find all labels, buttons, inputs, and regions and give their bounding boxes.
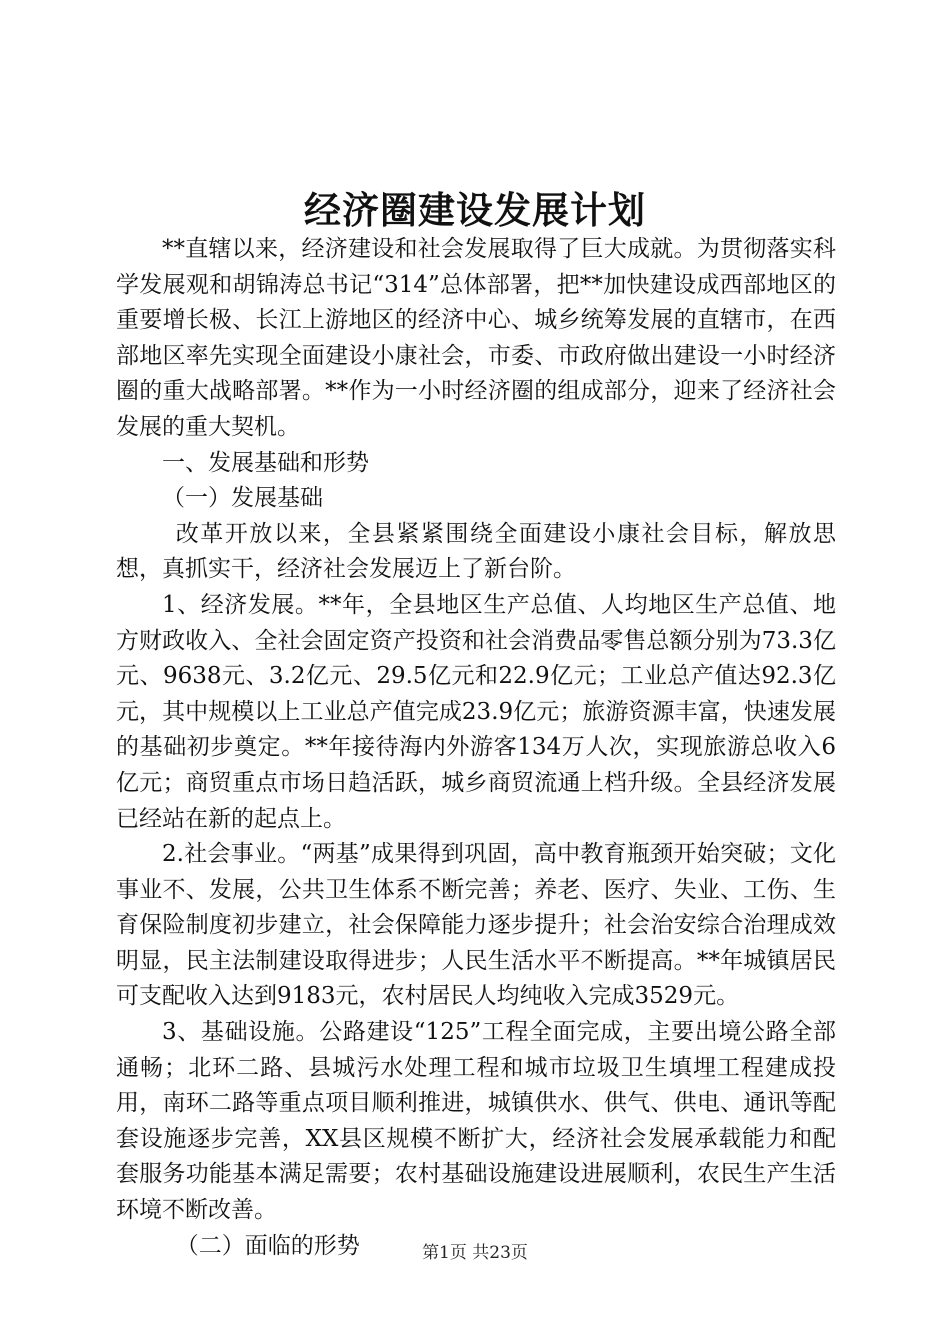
subsection-heading: （二）面临的形势 bbox=[175, 1232, 360, 1259]
document-body bbox=[116, 232, 836, 1264]
body-paragraph: 3、基础设施。公路建设“125”工程全面完成，主要出境公路全部通畅；北环二路、县城污水处理工程和城市垃圾卫生填埋工程建成投用，南环二路等重点项目顺利推进，城镇供水、供气、供电、通讯等配套设施逐步完善，XX县区规模不断扩大，经济社会发展承载能力和配套服务功能基本满足需要；农村基础设施建设进展顺利，农民生产生活环境不断改善。 bbox=[116, 1019, 836, 1224]
body-paragraph: 1、经济发展。**年，全县地区生产总值、人均地区生产总值、地方财政收入、全社会固定资产投资和社会消费品零售总额分别为73.3亿元、9638元、3.2亿元、29.5亿元和22.9亿元；工业总产值达92.3亿元，其中规模以上工业总产值完成23.9亿元；旅游资源丰富，快速发展的基础初步奠定。**年接待海内外游客134万人次，实现旅游总收入6亿元；商贸重点市场日趋活跃，城乡商贸流通上档升级。全县经济发展已经站在新的起点上。 bbox=[116, 591, 836, 832]
document-title: 经济圈建设发展计划 bbox=[304, 188, 646, 232]
section-heading: 一、发展基础和形势 bbox=[162, 449, 369, 476]
intro-paragraph: **直辖以来，经济建设和社会发展取得了巨大成就。为贯彻落实科学发展观和胡锦涛总书记“314”总体部署，把**加快建设成西部地区的重要增长极、长江上游地区的经济中心、城乡统筹发展的直辖市，在西部地区率先实现全面建设小康社会，市委、市政府做出建设一小时经济圈的重大战略部署。**作为一小时经济圈的组成部分，迎来了经济社会发展的重大契机。 bbox=[116, 236, 836, 440]
subsection-heading: （一）发展基础 bbox=[162, 485, 323, 512]
page-number-footer: 第1页 共23页 bbox=[422, 1243, 528, 1263]
body-paragraph: 改革开放以来，全县紧紧围绕全面建设小康社会目标，解放思想，真抓实干，经济社会发展迈上了新台阶。 bbox=[116, 520, 836, 583]
body-paragraph: 2.社会事业。“两基”成果得到巩固，高中教育瓶颈开始突破；文化事业不、发展，公共卫生体系不断完善；养老、医疗、失业、工伤、生育保险制度初步建立，社会保障能力逐步提升；社会治安综合治理成效明显，民主法制建设取得进步；人民生活水平不断提高。**年城镇居民可支配收入达到9183元，农村居民人均纯收入完成3529元。 bbox=[116, 841, 836, 1010]
